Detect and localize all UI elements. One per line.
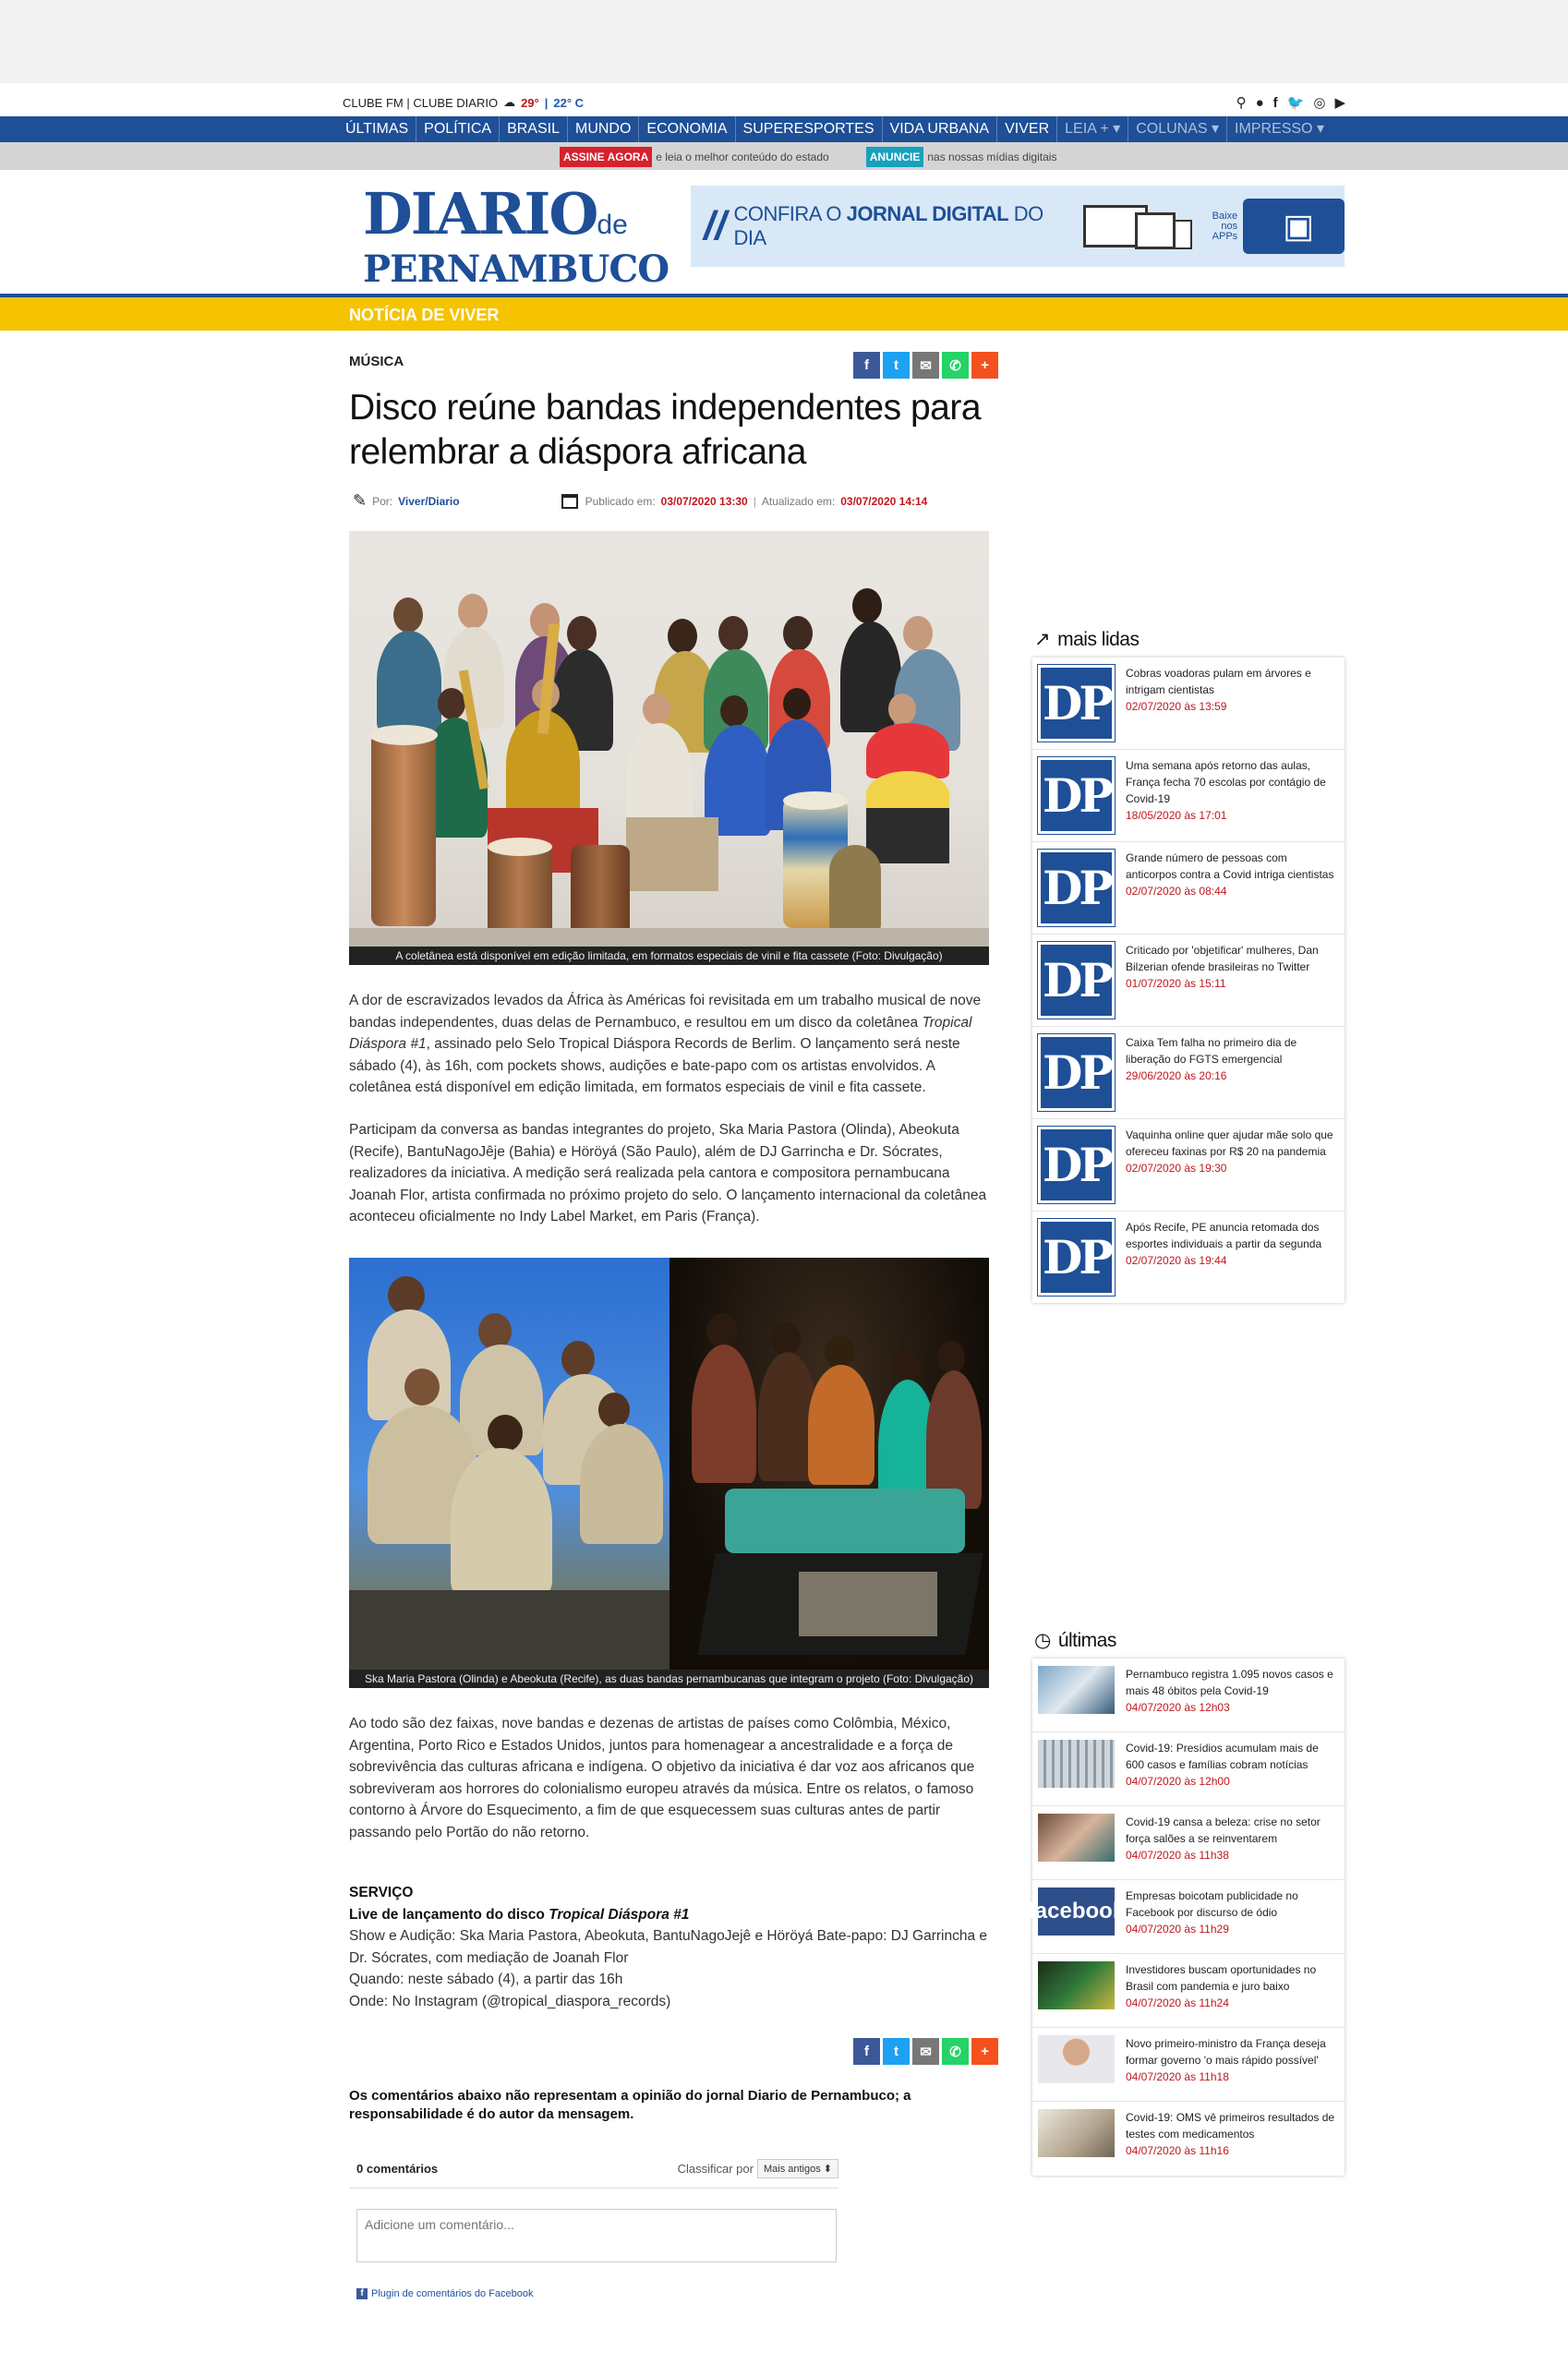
share-facebook-icon[interactable]: f [853,2038,880,2065]
facebook-small-icon: f [356,2288,368,2299]
facebook-comments [349,2159,838,2299]
section-label[interactable]: NOTÍCIA DE VIVER [349,306,500,324]
dp-logo-thumb: DP [1038,1034,1115,1111]
app-store-badges[interactable] [1243,199,1345,254]
share-whatsapp-icon[interactable]: ✆ [942,352,969,379]
share-more-icon[interactable]: + [971,2038,998,2065]
servico-line-3: Onde: No Instagram (@tropical_diaspora_records) [349,1993,671,2009]
dp-logo-thumb: DP [1038,942,1115,1019]
main-navigation [0,116,1568,142]
list-item[interactable]: DP Após Recife, PE anuncia retomada dos esportes individuais a partir da segunda 02/07/2020 às 19:44 [1032,1212,1345,1303]
youtube-icon[interactable]: ▶ [1334,95,1345,111]
article-paragraph-1: A dor de escravizados levados da África às Américas foi revisitada em um trabalho musical de nove bandas independentes, duas delas de Pernambuco, e resultou em um disco da coletânea Tropical Diáspora #1, assinado pelo Selo Tropical Diáspora Records de Berlim. O lançamento será neste sábado (4), às 16h, com pockets shows, audições e bate-papo com os artistas envolvidos. A coletânea está disponível em edição limitada, em formatos especiais de vinil e fita cassete. [349,993,982,1095]
banner-baixe-text: Baixe nos APPs [1212,210,1238,242]
mais-lidas-list [1032,657,1345,1303]
article-byline: ✎ Por: Viver/Diario Publicado em: 03/07/2020 13:30 | Atualizado em: 03/07/2020 14:14 [353,491,928,510]
plugin-label: Plugin de comentários do Facebook [371,2288,534,2299]
advertise-button[interactable]: ANUNCIE [866,147,924,167]
dp-logo-thumb: DP [1038,1219,1115,1296]
logo-line-2: PERNAMBUCO [363,247,669,291]
nav-item-impresso[interactable]: IMPRESSO ▾ [1235,121,1324,137]
list-item[interactable]: DP Criticado por 'objetificar' mulheres, Dan Bilzerian ofende brasileiras no Twitter 01/07/2020 às 15:11 [1032,935,1345,1027]
dp-logo-thumb: DP [1038,1127,1115,1203]
servico-line-2: Quando: neste sábado (4), a partir das 16h [349,1972,623,1987]
nav-item-viver[interactable]: VIVER [997,116,1057,142]
radio-links[interactable]: CLUBE FM | CLUBE DIARIO [343,95,499,110]
article-kicker[interactable]: MÚSICA [349,354,404,369]
logo-de: de [597,210,628,240]
dp-logo-thumb: DP [1038,850,1115,926]
nav-item-superesportes[interactable]: SUPERESPORTES [736,116,883,142]
weather-icon: ☁ [503,95,516,109]
comments-disclaimer: Os comentários abaixo não representam a opinião do jornal Diario de Pernambuco; a responsabilidade é do autor da mensagem. [349,2088,911,2122]
list-item[interactable]: Investidores buscam oportunidades no Brasil com pandemia e juro baixo 04/07/2020 às 11h24 [1032,1954,1345,2028]
list-item[interactable]: DP Caixa Tem falha no primeiro dia de liberação do FGTS emergencial 29/06/2020 às 20:16 [1032,1027,1345,1119]
list-item[interactable]: Covid-19 cansa a beleza: crise no setor força salões a se reinventarem 04/07/2020 às 11h38 [1032,1806,1345,1880]
article-paragraph-3: Ao todo são dez faixas, nove bandas e dezenas de artistas de países como Colômbia, México, Argentina, Porto Rico e Estados Unidos, juntos para homenagear a ancestralidade e a força de sobrevivência das culturas africana e indígena. O objetivo da iniciativa é dar voz aos africanos que sobreviveram aos horrores do colonialismo europeu através da música. Entre os relatos, o famoso contorno à Árvore do Esquecimento, a fim de que esquecessem suas culturas antes de partir passando pelo Portão do não retorno. [349,1716,975,1840]
utility-bar [343,90,1345,115]
photo-caption-2: Ska Maria Pastora (Olinda) e Abeokuta (Recife), as duas bandas pernambucanas que integram o projeto (Foto: Divulgação) [349,1670,989,1688]
share-whatsapp-icon[interactable]: ✆ [942,2038,969,2065]
servico-subheading: Live de lançamento do disco Tropical Diáspora #1 [349,1906,690,1923]
nav-item-ultimas[interactable]: ÚLTIMAS [338,116,416,142]
news-thumbnail [1038,2109,1115,2157]
article-photo-bands[interactable] [349,1258,989,1688]
list-item[interactable]: DP Uma semana após retorno das aulas, França fecha 70 escolas por contágio de Covid-19 18/05/2020 às 17:01 [1032,750,1345,842]
comment-input[interactable] [356,2209,837,2262]
temperature-separator: | [544,95,549,110]
top-blank-area [0,0,1568,83]
byline-label: Por: [372,494,393,508]
subscribe-button[interactable]: ASSINE AGORA [560,147,652,167]
ultimas-list [1027,1658,1345,2176]
list-item[interactable]: DP Vaquinha online quer ajudar mãe solo que ofereceu faxinas por R$ 20 na pandemia 02/07/2020 às 19:30 [1032,1119,1345,1212]
mais-lidas-heading: ↗ mais lidas [1034,628,1140,650]
nav-item-colunas[interactable]: COLUNAS ▾ [1128,116,1227,142]
facebook-logo-thumbnail: facebook [1038,1888,1115,1936]
share-buttons-top [853,352,998,379]
android-icon[interactable]: ▣ [1283,207,1315,245]
dp-logo-thumb: DP [1038,665,1115,742]
sort-label: Classificar por [677,2162,754,2176]
published-date: 03/07/2020 13:30 [660,494,748,508]
trending-icon: ↗ [1034,629,1051,650]
article-paragraph-2: Participam da conversa as bandas integrantes do projeto, Ska Maria Pastora (Olinda), Abeokuta (Recife), BantuNagoJêje (Bahia) e Höröyá (São Paulo), além de DJ Garrincha e Dr. Sócrates, realizadores da iniciativa. A medição será realizada pela cantora e compositora pernambucana Joanah Flor, artista confirmada no próximo projeto do selo. O lançamento internacional da coletânea aconteceu oficialmente no Indy Label Market, em Paris (França). [349,1122,987,1224]
devices-illustration [1083,199,1200,253]
nav-item-vida-urbana[interactable]: VIDA URBANA [883,116,998,142]
promo-bar [0,142,1568,170]
banner-text: CONFIRA O JORNAL DIGITAL DO DIA [733,202,1043,249]
news-thumbnail [1038,1740,1115,1788]
updated-label: Atualizado em: [761,494,836,508]
list-item[interactable]: DP Grande número de pessoas com anticorpos contra a Covid intriga cientistas 02/07/2020 às 08:44 [1032,842,1345,935]
site-logo[interactable] [363,180,669,291]
byline-author[interactable]: Viver/Diario [398,494,460,508]
advertise-text: nas nossas mídias digitais [927,151,1057,163]
digital-edition-banner[interactable] [691,186,1345,267]
instagram-icon[interactable]: ◎ [1313,95,1326,111]
share-buttons-bottom [853,2038,998,2065]
nav-item-economia[interactable]: ECONOMIA [639,116,735,142]
news-thumbnail [1038,1961,1115,2009]
ultimas-heading: ◷ últimas [1034,1629,1116,1651]
list-item[interactable]: Novo primeiro-ministro da França deseja formar governo 'o mais rápido possível' 04/07/2020 às 11h18 [1032,2028,1345,2102]
photo-caption-1: A coletânea está disponível em edição limitada, em formatos especiais de vinil e fita cassete (Foto: Divulgação) [349,947,989,965]
temperature-low: 22° C [553,95,585,110]
share-email-icon[interactable]: ✉ [912,352,939,379]
servico-line-1: Show e Audição: Ska Maria Pastora, Abeokuta, BantuNagoJejê e Höröyá Bate-papo: DJ Garrincha e Dr. Sócrates, com mediação de Joanah Flor [349,1928,988,1966]
calendar-icon [561,494,578,509]
list-item[interactable]: facebook Empresas boicotam publicidade no Facebook por discurso de ódio 04/07/2020 às 11h29 [1032,1880,1345,1954]
share-twitter-icon[interactable]: t [883,2038,910,2065]
clock-icon: ◷ [1034,1630,1051,1651]
comments-count: 0 comentários [356,2162,439,2176]
nav-item-leia-mais[interactable]: LEIA + ▾ [1057,116,1128,142]
nav-item-mundo[interactable]: MUNDO [568,116,639,142]
sort-select[interactable]: Mais antigos ⬍ [757,2159,838,2178]
user-icon[interactable]: ● [1255,94,1264,111]
pencil-icon: ✎ [353,491,368,510]
news-thumbnail [1038,1666,1115,1714]
nav-item-politica[interactable]: POLÍTICA [416,116,500,142]
banner-slash-icon: // [704,203,727,248]
share-twitter-icon[interactable]: t [883,352,910,379]
nav-item-brasil[interactable]: BRASIL [500,116,568,142]
servico-block [349,1882,995,2012]
photo-abeokuta [669,1258,989,1670]
news-thumbnail [1038,1814,1115,1862]
servico-heading: SERVIÇO [349,1885,414,1900]
share-more-icon[interactable]: + [971,352,998,379]
logo-line-1: DIARIO [363,180,597,247]
search-icon[interactable]: ⚲ [1236,95,1247,111]
news-thumbnail [1038,2035,1115,2083]
facebook-icon[interactable]: f [1272,94,1278,111]
photo-ska-maria-pastora [349,1258,669,1670]
list-item[interactable]: Covid-19: Presídios acumulam mais de 600 casos e famílias cobram notícias 04/07/2020 às 12h00 [1032,1732,1345,1806]
comments-divider [349,2188,838,2189]
twitter-icon[interactable]: 🐦 [1286,95,1305,111]
share-email-icon[interactable]: ✉ [912,2038,939,2065]
list-item[interactable]: DP Cobras voadoras pulam em árvores e intrigam cientistas 02/07/2020 às 13:59 [1032,657,1345,750]
updated-date: 03/07/2020 14:14 [840,494,928,508]
list-item[interactable]: Pernambuco registra 1.095 novos casos e mais 48 óbitos pela Covid-19 04/07/2020 às 12h03 [1032,1658,1345,1732]
list-item[interactable]: Covid-19: OMS vê primeiros resultados de testes com medicamentos 04/07/2020 às 11h16 [1032,2102,1345,2176]
section-bar [0,297,1568,331]
article-title: Disco reúne bandas independentes para relembrar a diáspora africana [349,388,982,472]
published-label: Publicado em: [585,494,656,508]
facebook-plugin-link[interactable] [356,2288,838,2299]
subscribe-text: e leia o melhor conteúdo do estado [656,151,829,163]
article-photo-band[interactable] [349,531,989,965]
dp-logo-thumb: DP [1038,757,1115,834]
share-facebook-icon[interactable]: f [853,352,880,379]
temperature-high: 29° [521,95,539,110]
